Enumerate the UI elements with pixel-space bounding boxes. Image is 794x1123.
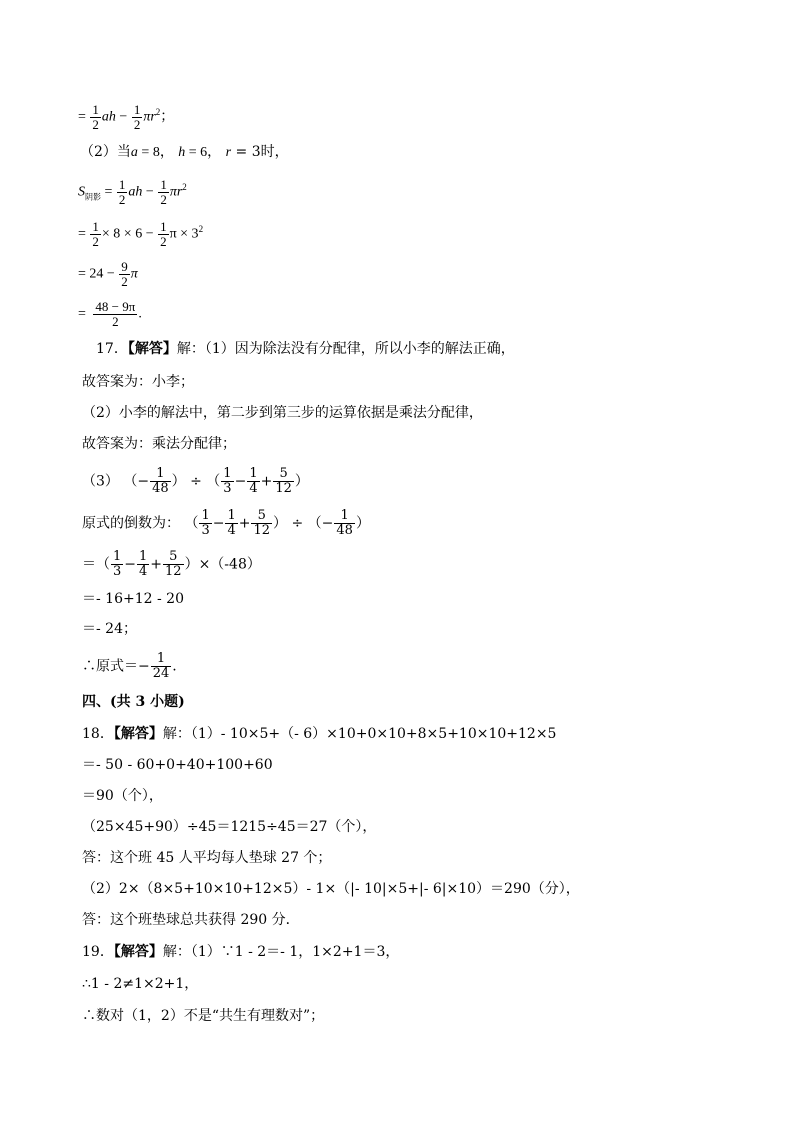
part2-condition: （2）当a = 8， h = 6， r = 3时， [80, 144, 289, 160]
q17-calc: ＝- 16+12 - 20 [82, 591, 184, 607]
q19-line-3: ∴数对（1，2）不是“共生有理数对”； [82, 1008, 325, 1024]
q18-line-1: 18．【解答】解：（1）- 10×5+（- 6）×10+0×10+8×5+10×10+12×5 [82, 726, 557, 742]
fraction-half: $\frac{1}{2}$ [133, 102, 141, 132]
q17-conclusion: ∴原式＝− $\frac{1}{24}$ . [82, 651, 177, 681]
q18-line-6: （2）2×（8×5+10×10+12×5）- 1×（|- 10|×5+|- 6|×10）＝290（分）， [82, 881, 580, 897]
q18-line-4: （25×45+90）÷45＝1215÷45＝27（个）， [82, 819, 377, 835]
q17-part-2: （2）小李的解法中，第二步到第三步的运算依据是乘法分配律， [82, 405, 483, 421]
q18-answer-1: 答：这个班 45 人平均每人垫球 27 个； [82, 850, 332, 866]
simplify-line: = 24 − $\frac{9}{2}$ π [78, 259, 138, 289]
q17-part-3-expression: （3） （− $\frac{1}{48}$ ） ÷ （ $\frac{1}{3}$ − $\frac{1}{4}$ + $\frac{5}{12}$ ） [82, 466, 309, 496]
q18-line-3: ＝90（个）， [82, 788, 163, 804]
q17-answer-2: 故答案为：乘法分配律； [82, 436, 236, 452]
section-heading: 四、(共 3 小题) [82, 694, 185, 710]
q18-answer-2: 答：这个班垫球总共获得 290 分． [82, 912, 300, 928]
q17-result: ＝- 24； [82, 621, 137, 637]
substitute-line: = $\frac{1}{2}$ × 8 × 6 − $\frac{1}{2}$ $\pi \times 3^2$ [78, 219, 204, 249]
eq-line-1: = $\frac{1}{2}$ ah − $\frac{1}{2}$ $\pi r^2$； [78, 102, 175, 132]
q19-line-1: 19．【解答】解：（1）∵1 - 2＝- 1，1×2+1＝3， [82, 944, 400, 960]
q17-header: 17．【解答】解：（1）因为除法没有分配律，所以小李的解法正确， [96, 341, 515, 357]
q19-line-2: ∴1 - 2≠1×2+1， [82, 976, 199, 992]
final-line: = $\frac{48 - 9\pi}{2}$ . [78, 299, 142, 329]
fraction-half: $\frac{1}{2}$ [92, 102, 99, 132]
q17-reciprocal: 原式的倒数为： （ $\frac{1}{3}$ − $\frac{1}{4}$ + $\frac{5}{12}$ ） ÷ （− $\frac{1}{48}$ ） [82, 508, 370, 538]
q18-line-2: ＝- 50 - 60+0+40+100+60 [82, 757, 273, 773]
q17-answer-1: 故答案为：小李； [82, 374, 194, 390]
q17-multiply: ＝（ $\frac{1}{3}$ − $\frac{1}{4}$ + $\frac{5}{12}$ ）×（-48） [82, 549, 261, 579]
area-formula: $S_{阴影}$ = $\frac{1}{2}$ ah − $\frac{1}{2}$ $\pi r^2$ [78, 177, 187, 207]
